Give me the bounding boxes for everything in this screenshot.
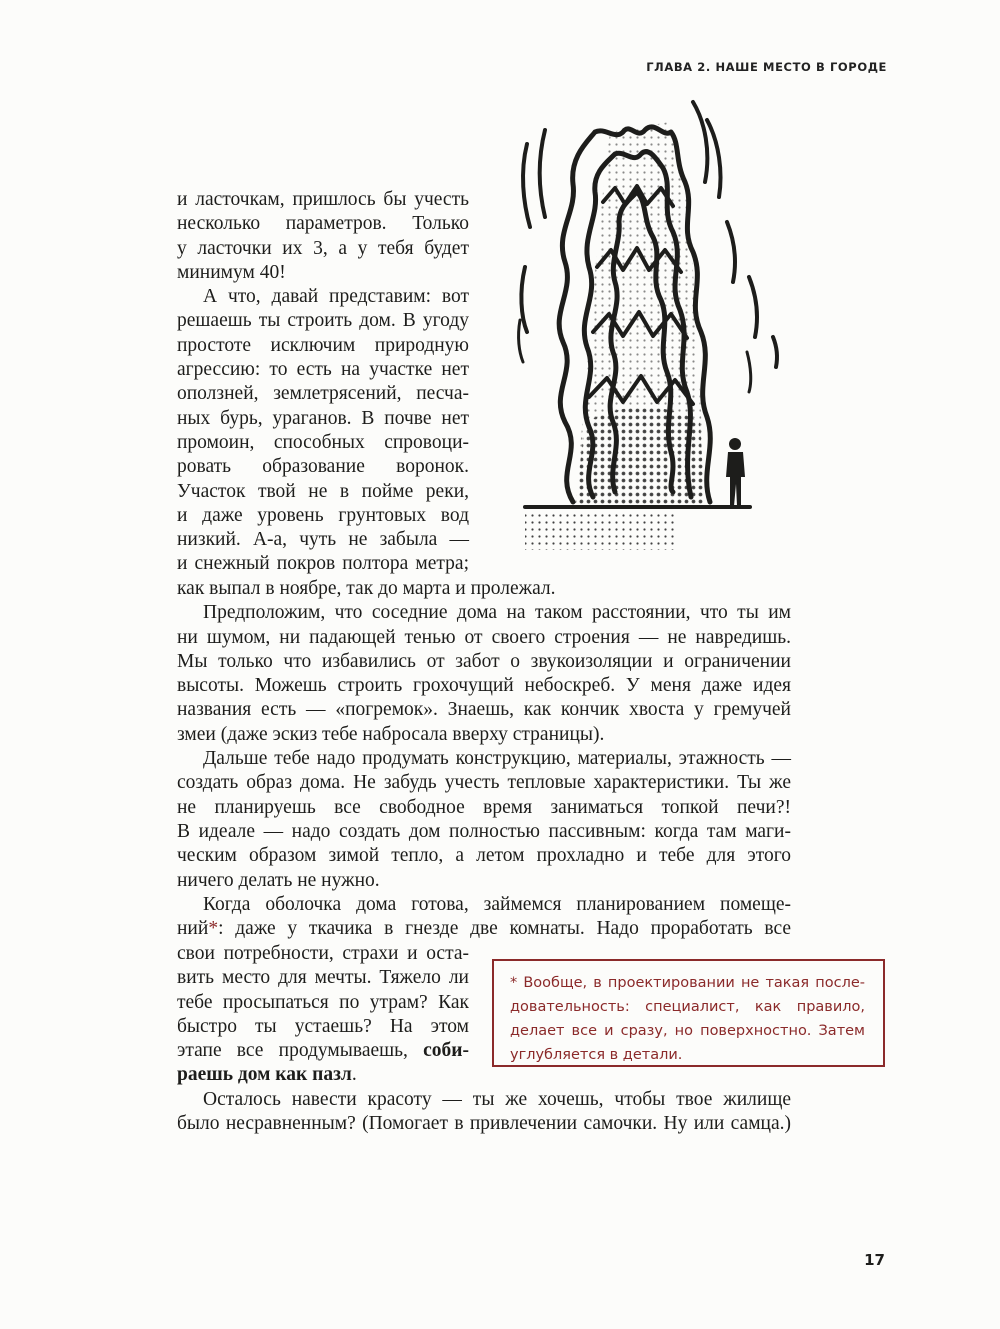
text-line: Дальше тебе надо продумать конструкцию, материалы, этажность — [203,748,791,770]
text-line: ровать образование воронок. [177,456,469,478]
motion-line [519,320,523,362]
text-line: Осталось навести красоту — ты же хочешь, чтобы твое жилище [203,1089,791,1110]
text-line: простоте исключим природную [177,334,469,356]
text-line: решаешь ты строить дом. В угоду [177,310,469,332]
footnote-line: углубляется в детали. [510,1047,683,1063]
text-line: ни шумом, ни падающей тенью от своего строения — не навредишь. [177,626,791,648]
text-line: оползней, землетрясений, песча- [177,383,469,405]
person-figure [726,438,745,506]
text-line: не планируешь все свободное время заниматься топкой печи?! [177,796,791,818]
motion-line [749,277,757,337]
motion-line [693,102,707,182]
text-line: промоин, способных спровоци- [177,431,469,453]
footnote-asterisk: * [208,918,219,940]
text-line: этапе все продумываешь, соби- [177,1040,469,1062]
text-line: было несравненным? (Помогает в привлечении самочки. Ну или самца.) [177,1113,791,1135]
text-line-with-footnote-mark: ний*: даже у ткачика в гнезде две комнаты. Надо проработать все [177,918,791,940]
text-line: ничего делать не нужно. [177,869,380,891]
text-line: Предположим, что соседние дома на таком расстоянии, что ты им [203,602,791,624]
text-line: Участок твой не в пойме реки, [177,480,469,502]
text-line: А что, давай представим: вот [203,286,469,308]
text-line: агрессию: то есть на участке нет [177,359,469,381]
page-number: 17 [864,1251,885,1269]
text-line: и даже уровень грунтовых вод [177,504,469,526]
motion-line [747,352,751,392]
footnote-line: довательность: специалист, как правило, [510,999,865,1015]
motion-line [523,144,530,227]
motion-line [521,267,527,332]
narrow-text-block-2 [177,942,469,1088]
motion-line [773,337,777,367]
text-line: Когда оболочка дома готова, займемся планированием помеще- [203,893,791,915]
chapter-header: ГЛАВА 2. НАШЕ МЕСТО В ГОРОДЕ [646,60,887,74]
text-line: тебе просыпаться по утрам? Как [177,991,469,1013]
text-line: несколько параметров. Только [177,213,469,235]
text-line: ных бурь, ураганов. В почве нет [177,407,469,429]
motion-line [727,222,735,282]
footnote-line: * Вообще, в проектировании не такая после- [510,975,865,991]
text-line: быстро ты устаешь? На этом [177,1015,469,1037]
text-line: и ласточкам, пришлось бы учесть [177,189,469,210]
text-line: ческим образом зимой тепло, а летом прохладно и тебе для этого [177,845,791,867]
wide-text-block [177,577,791,941]
rattling-tower-illustration [515,92,815,562]
text-line: названия есть — «погремок». Знаешь, как кончик хвоста у гремучей [177,699,791,721]
narrow-text-block [177,188,469,577]
text-line: вить место для мечты. Тяжело ли [177,967,469,989]
footnote-box [492,959,885,1067]
text-line: у ласточки их 3, а у тебя будет [177,237,469,259]
text-line: высоты. Можешь строить грохочущий небоскреб. У меня даже идея [177,675,791,697]
bold-phrase: раешь дом как пазл [177,1064,352,1086]
ground-halftone [525,510,675,550]
text-line: змеи (даже эскиз тебе набросала вверху страницы). [177,723,605,745]
text-line: создать образ дома. Не забудь учесть тепловые характеристики. Ты же [177,772,791,794]
motion-line [540,130,545,217]
text-line: В идеале — надо создать дом полностью пассивным: когда там маги- [177,820,791,842]
text-line: Мы только что избавились от забот о звукоизоляции и ограничении [177,650,791,672]
footnote-line: делает все и сразу, но поверхностно. Затем [510,1023,865,1039]
text-line: и снежный покров полтора метра; [177,553,469,575]
text-line: свои потребности, страхи и оста- [177,943,469,964]
bold-phrase: соби- [423,1040,469,1062]
text-line: как выпал в ноябре, так до марта и пролежал. [177,578,556,599]
text-line: минимум 40! [177,261,286,283]
text-line: раешь дом как пазл. [177,1064,357,1086]
final-text-block [177,1088,791,1137]
text-line: низкий. А-а, чуть не забыла — [177,529,469,551]
